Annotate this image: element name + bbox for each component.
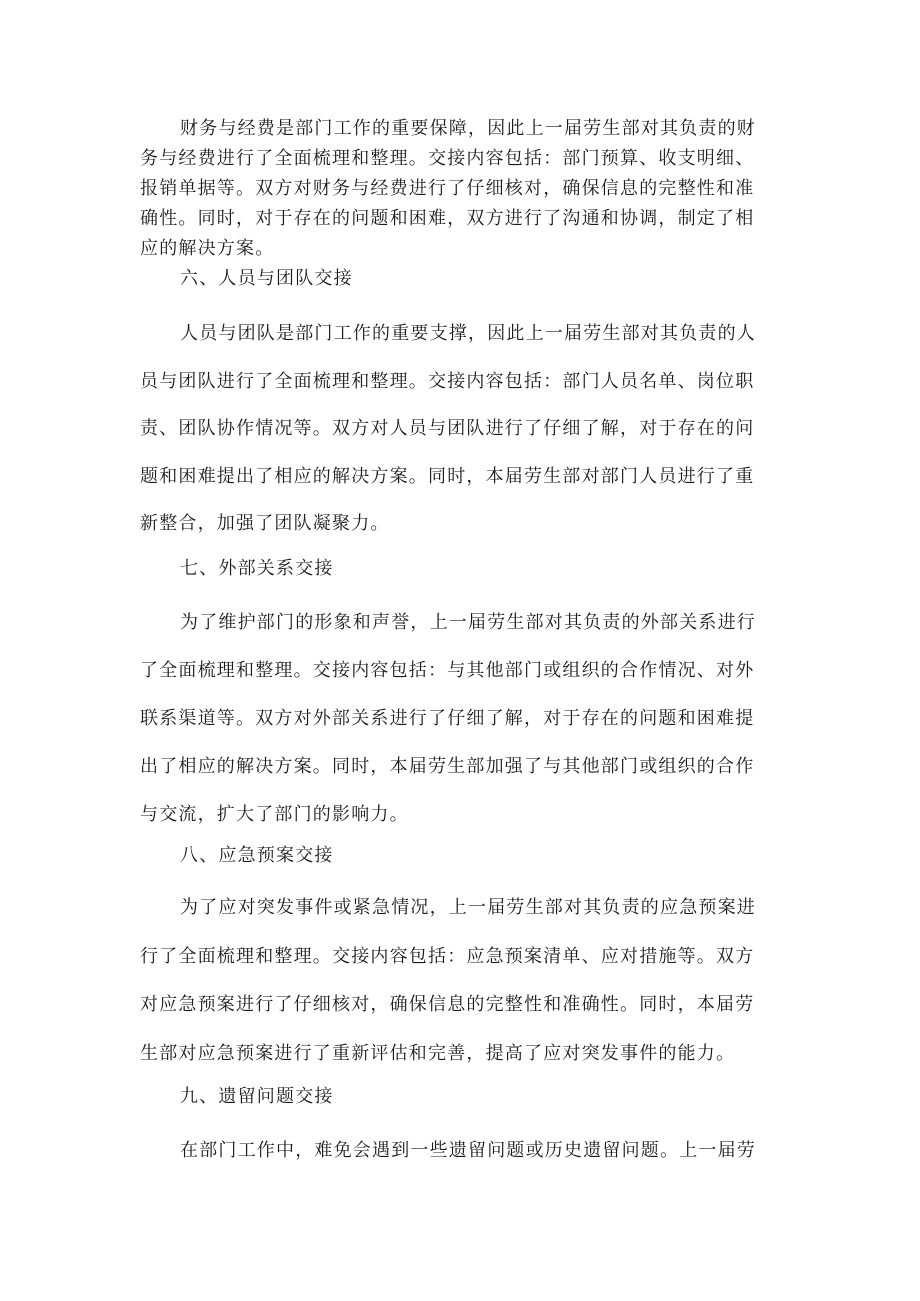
text-line: 题和困难提出了相应的解决方案。同时，本届劳生部对部门人员进行了重: [140, 465, 755, 487]
text-line: 人员与团队是部门工作的重要支撑，因此上一届劳生部对其负责的人: [180, 323, 756, 344]
paragraph-external: [140, 599, 780, 839]
section-heading-external: 七、外部关系交接: [180, 558, 334, 579]
text-line: 确性。同时，对于存在的问题和困难，双方进行了沟通和协调，制定了相: [140, 208, 755, 229]
section-heading-legacy: 九、遗留问题交接: [180, 1086, 334, 1107]
text-line: 财务与经费是部门工作的重要保障，因此上一届劳生部对其负责的财: [180, 118, 756, 139]
section-heading-emergency: 八、应急预案交接: [180, 845, 334, 866]
text-line: 员与团队进行了全面梳理和整理。交接内容包括：部门人员名单、岗位职: [140, 370, 755, 392]
text-line: 对应急预案进行了仔细核对，确保信息的完整性和准确性。同时，本届劳: [140, 994, 755, 1015]
text-line: 与交流，扩大了部门的影响力。: [140, 804, 409, 825]
text-line: 生部对应急预案进行了重新评估和完善，提高了应对突发事件的能力。: [140, 1042, 736, 1064]
paragraph-emergency: [140, 884, 780, 1078]
section-heading-personnel: 六、人员与团队交接: [180, 268, 353, 289]
text-line: 新整合，加强了团队凝聚力。: [140, 513, 390, 534]
text-line: 了全面梳理和整理。交接内容包括：与其他部门或组织的合作情况、对外: [140, 660, 755, 681]
text-line: 联系渠道等。双方对外部关系进行了仔细了解，对于存在的问题和困难提: [140, 708, 755, 729]
paragraph-finance: [140, 114, 780, 264]
paragraph-personnel: [140, 310, 780, 548]
paragraph-legacy: [140, 1127, 780, 1174]
text-line: 出了相应的解决方案。同时，本届劳生部加强了与其他部门或组织的合作: [140, 756, 755, 777]
text-line: 行了全面梳理和整理。交接内容包括：应急预案清单、应对措施等。双方: [140, 945, 755, 967]
text-line: 为了维护部门的形象和声誉，上一届劳生部对其负责的外部关系进行: [180, 612, 756, 633]
text-line: 责、团队协作情况等。双方对人员与团队进行了仔细了解，对于存在的问: [140, 418, 755, 439]
text-line: 应的解决方案。: [140, 238, 275, 259]
text-line: 为了应对突发事件或紧急情况，上一届劳生部对其负责的应急预案进: [180, 897, 756, 918]
text-line: 报销单据等。双方对财务与经费进行了仔细核对，确保信息的完整性和准: [140, 178, 755, 199]
text-line: 在部门工作中，难免会遇到一些遗留问题或历史遗留问题。上一届劳: [180, 1140, 756, 1161]
text-line: 务与经费进行了全面梳理和整理。交接内容包括：部门预算、收支明细、: [140, 148, 755, 169]
